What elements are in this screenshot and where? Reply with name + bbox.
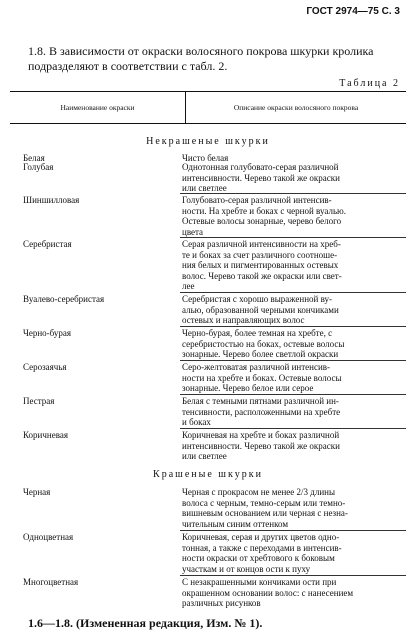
- color-name: Черная: [23, 487, 51, 497]
- color-name: Серозаячья: [23, 362, 67, 372]
- color-name: Коричневая: [23, 430, 68, 440]
- row-separator: [180, 530, 406, 531]
- color-name: Черно-бурая: [23, 328, 72, 338]
- section-title-dyed: Крашеные шкурки: [153, 469, 263, 480]
- page-header: ГОСТ 2974—75 С. 3: [306, 6, 400, 17]
- row-separator: [180, 360, 406, 361]
- color-description: С незакрашенными кончиками ости при окрашенном основании волос: с нанесением различных рисунков: [182, 577, 354, 608]
- color-description: Однотонная голубовато-серая различной интенсивности. Черево такой же окраски или светлее: [182, 162, 340, 193]
- row-separator: [180, 394, 406, 395]
- intro-paragraph: 1.8. В зависимости от окраски волосяного покрова шкурки кролика подразделяют в соответствии с табл. 2.: [28, 44, 374, 73]
- row-separator: [180, 237, 406, 238]
- color-name: Многоцветная: [23, 577, 79, 587]
- column-header-name: Наименование окраски: [60, 103, 135, 112]
- row-separator: [180, 326, 406, 327]
- color-description: Коричневая, серая и других цветов одно- тонная, а также с переходами в интенсив- ности окраски от хребтового к боковым участкам и от концов ости к пуху: [182, 532, 342, 574]
- row-separator: [180, 193, 406, 194]
- color-description: Черно-бурая, более темная на хребте, с серебристостью на боках, остевые волосы зонарные. Черево более светлой окраски: [182, 328, 345, 359]
- color-description: Серебристая с хорошо выраженной ву- алью, образованной черными кончиками остевых и направляющих волос: [182, 294, 339, 325]
- color-name: Шиншилловая: [23, 195, 80, 205]
- row-separator: [180, 428, 406, 429]
- color-description: Черная с прокрасом не менее 2/3 длины волоса с черным, темно-серым или темно- вишневым основанием или черная с незна- чительным синим оттенком: [182, 487, 348, 529]
- row-separator: [180, 575, 406, 576]
- color-name: Одноцветная: [23, 532, 74, 542]
- color-description: Чисто белая: [182, 153, 229, 163]
- table-header: [10, 91, 406, 124]
- table-title: Таблица 2: [339, 78, 400, 89]
- footnote: 1.6—1.8. (Измененная редакция, Изм. № 1).: [28, 616, 263, 630]
- color-description: Коричневая на хребте и боках различной интенсивности. Черево такой же окраски или светлее: [182, 430, 340, 461]
- section-title-undyed: Некрашеные шкурки: [146, 136, 270, 147]
- color-description: Серо-желтоватая различной интенсив- ности на хребте и боках. Остевые волосы зонарные. Черево белое или серое: [182, 362, 342, 393]
- color-name: Пестрая: [23, 396, 55, 406]
- color-name: Голубая: [23, 162, 54, 172]
- row-separator: [180, 292, 406, 293]
- color-description: Голубовато-серая различной интенсив- ности. На хребте и боках с черной вуалью. Остевые волосы зонарные, черево белого цвета: [182, 195, 347, 237]
- column-header-description: Описание окраски волосяного покрова: [233, 103, 359, 112]
- color-name: Белая: [23, 153, 45, 163]
- color-name: Вуалево-серебристая: [23, 294, 105, 304]
- color-name: Серебристая: [23, 239, 72, 249]
- color-description: Серая различной интенсивности на хреб- те и боках за счет различного соотноше- ния белых и пигментированных остевых волос. Черево такой же окраски или свет- лее: [182, 239, 342, 291]
- color-description: Белая с темными пятнами различной ин- тенсивности, расположенными на хребте и боках: [182, 396, 341, 427]
